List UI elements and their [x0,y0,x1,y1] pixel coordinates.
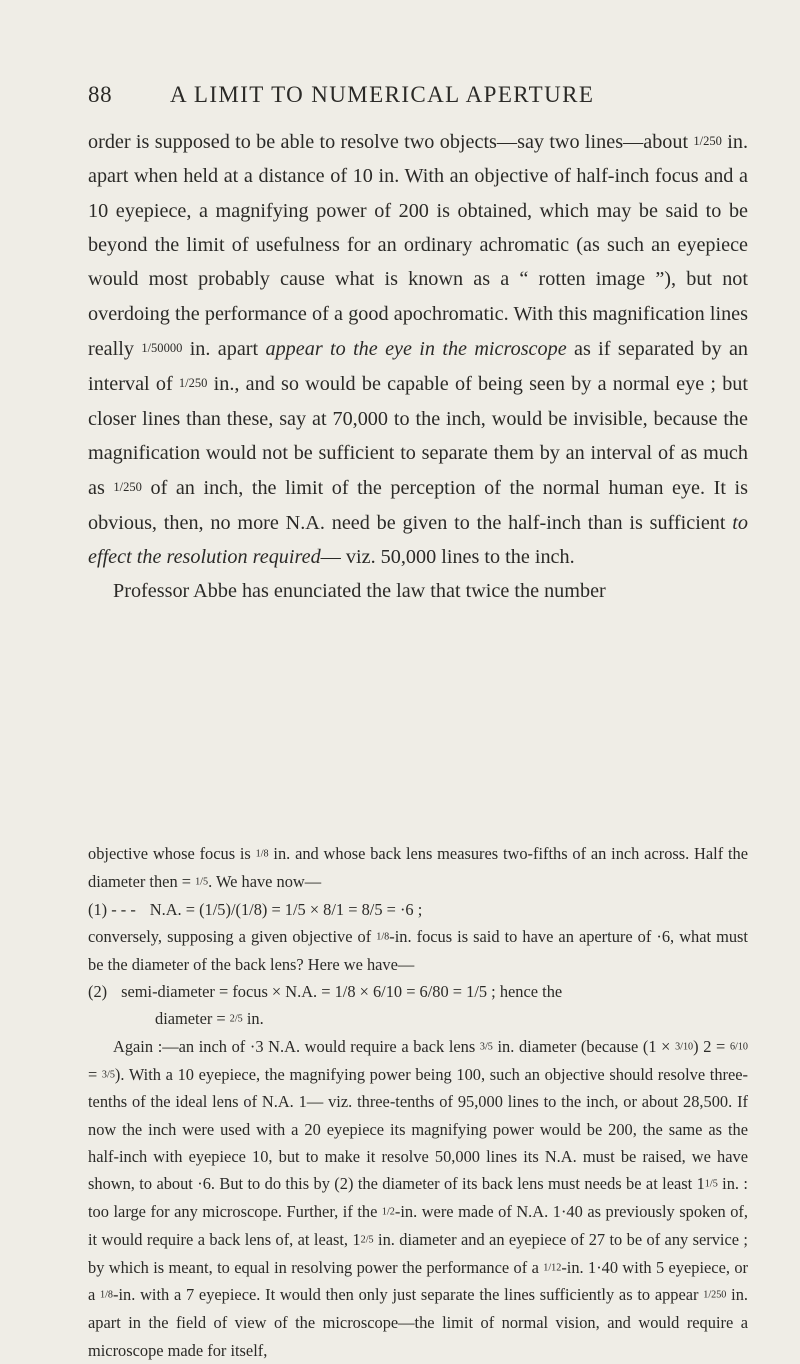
paragraph-1: order is supposed to be able to resolve two objects—say two lines—about 1/250 in. apart when held at a distance of 10 in. With an objective of half-inch focus and a 10 eyepiece, a magnifying power of 200 is obtained, which may be said to be beyond the limit of usefulness for an ordinary achromatic (as such an eyepiece would most probably cause what is known as a “ rotten image ”), but not overdoing the performance of a good apochromatic. With this magnification lines really 1/50000 in. apart appear to the eye in the microscope as if separated by an interval of 1/250 in., and so would be capable of being seen by a normal eye ; but closer lines than these, say at 70,000 to the inch, would be invisible, because the magnification would not be sufficient to separate them by an interval of as much as 1/250 of an inch, the limit of the perception of the normal human eye. It is obvious, then, no more N.A. need be given to the half-inch than is sufficient to effect the resolution required— viz. 50,000 lines to the inch. [88,131,748,569]
equation-1: (1) - - - N.A. = (1/5)/(1/8) = 1/5 × 8/1 = 8/5 = ·6 ; [88,899,423,919]
fraction: 1/250 [113,480,142,495]
footnote-paragraph-2: conversely, supposing a given objective of 1/8-in. focus is said to have an aperture of ·6, what must be the diameter of the back lens? Here we have— [88,926,748,974]
fraction: 1/8 [255,848,269,860]
fraction: 1/50000 [141,340,183,355]
running-title: A LIMIT TO NUMERICAL APERTURE [170,82,595,107]
fraction: 2/5 [229,1013,243,1025]
page-number: 88 [88,82,113,107]
italic-phrase: appear to the eye in the microscope [265,338,567,361]
paragraph-2: Professor Abbe has enunciated the law that twice the number [113,580,606,603]
footnote-paragraph-3: Again :—an inch of ·3 N.A. would require a back lens 3/5 in. diameter (because (1 × 3/10) 2 = 6/10 = 3/5). With a 10 eyepiece, the magnifying power being 100, such an objective should resolve three-tenths of the ideal lens of N.A. 1— viz. three-tenths of 95,000 lines to the inch, or about 28,500. If now the inch were used with a 20 eyepiece its magnifying power would be 200, the same as the half-inch with eyepiece 10, but to make it resolve 50,000 lines its N.A. must be raised, we have shown, to about ·6. But to do this by (2) the diameter of its back lens must needs be at least 11/5 in. : too large for any microscope. Further, if the 1/2-in. were made of N.A. 1·40 as previously spoken of, it would require a back lens of, at least, 12/5 in. diameter and an eyepiece of 27 to be of any service ; by which is meant, to equal in resolving power the performance of a 1/12-in. 1·40 with 5 eyepiece, or a 1/8-in. with a 7 eyepiece. It would then only just separate the lines sufficiently as to appear 1/250 in. apart in the field of view of the microscope—the limit of normal vision, and would require a microscope made for itself, [88,1036,748,1360]
fraction: 1/250 [693,134,722,148]
main-text [88,124,748,609]
fraction: 1/250 [178,376,208,391]
footnote [88,840,748,1364]
italic-phrase: to effect the resolution required [88,511,748,569]
equation-2: (2) semi-diameter = focus × N.A. = 1/8 × 6/10 = 6/80 = 1/5 ; hence the diameter = 2/5 in. [88,981,563,1029]
footnote-paragraph-1: objective whose focus is 1/8 in. and whose back lens measures two-fifths of an inch across. Half the diameter then = 1/5. We have now— [88,844,749,891]
page-header [88,82,740,116]
fraction: 1/8 [376,931,390,943]
fraction: 1/5 [195,876,209,888]
